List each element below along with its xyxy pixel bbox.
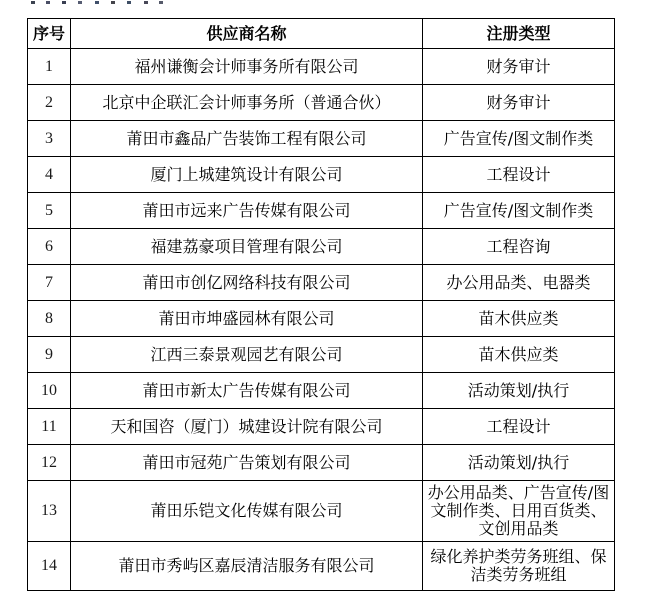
serial-cell: 3 <box>28 121 71 157</box>
serial-cell: 8 <box>28 301 71 337</box>
table-row <box>28 409 615 445</box>
serial-cell: 4 <box>28 157 71 193</box>
type-cell: 财务审计 <box>423 49 615 85</box>
table-row <box>28 265 615 301</box>
serial-cell: 7 <box>28 265 71 301</box>
supplier-cell: 福州谦衡会计师事务所有限公司 <box>71 49 423 85</box>
serial-cell: 14 <box>28 542 71 591</box>
table-row <box>28 193 615 229</box>
type-cell: 苗木供应类 <box>423 301 615 337</box>
type-cell: 活动策划/执行 <box>423 445 615 481</box>
type-cell: 办公用品类、广告宣传/图文制作类、日用百货类、文创用品类 <box>423 481 615 542</box>
serial-cell: 12 <box>28 445 71 481</box>
serial-cell: 11 <box>28 409 71 445</box>
type-cell: 活动策划/执行 <box>423 373 615 409</box>
type-cell: 绿化养护类劳务班组、保洁类劳务班组 <box>423 542 615 591</box>
supplier-cell: 莆田市远来广告传媒有限公司 <box>71 193 423 229</box>
table-row <box>28 229 615 265</box>
header-serial: 序号 <box>28 19 71 49</box>
supplier-cell: 莆田乐铠文化传媒有限公司 <box>71 481 423 542</box>
supplier-cell: 厦门上城建筑设计有限公司 <box>71 157 423 193</box>
serial-cell: 1 <box>28 49 71 85</box>
supplier-cell: 莆田市鑫品广告装饰工程有限公司 <box>71 121 423 157</box>
type-cell: 工程设计 <box>423 157 615 193</box>
serial-cell: 10 <box>28 373 71 409</box>
supplier-cell: 莆田市秀屿区嘉辰清洁服务有限公司 <box>71 542 423 591</box>
type-cell: 广告宣传/图文制作类 <box>423 121 615 157</box>
supplier-cell: 莆田市创亿网络科技有限公司 <box>71 265 423 301</box>
table-row <box>28 49 615 85</box>
table-row <box>28 481 615 542</box>
header-supplier: 供应商名称 <box>71 19 423 49</box>
supplier-cell: 福建荔豪项目管理有限公司 <box>71 229 423 265</box>
clipped-text-fragment <box>31 1 35 4</box>
type-cell: 广告宣传/图文制作类 <box>423 193 615 229</box>
serial-cell: 2 <box>28 85 71 121</box>
table-row <box>28 373 615 409</box>
type-cell: 苗木供应类 <box>423 337 615 373</box>
type-cell: 工程设计 <box>423 409 615 445</box>
supplier-cell: 莆田市冠苑广告策划有限公司 <box>71 445 423 481</box>
table-row <box>28 157 615 193</box>
type-cell: 办公用品类、电器类 <box>423 265 615 301</box>
table-row <box>28 445 615 481</box>
table-header-row <box>28 19 615 49</box>
table-row <box>28 301 615 337</box>
supplier-cell: 江西三泰景观园艺有限公司 <box>71 337 423 373</box>
supplier-cell: 莆田市坤盛园林有限公司 <box>71 301 423 337</box>
table-row <box>28 121 615 157</box>
serial-cell: 5 <box>28 193 71 229</box>
serial-cell: 6 <box>28 229 71 265</box>
supplier-cell: 北京中企联汇会计师事务所（普通合伙） <box>71 85 423 121</box>
supplier-registration-table <box>27 18 615 591</box>
table-row <box>28 542 615 591</box>
serial-cell: 9 <box>28 337 71 373</box>
type-cell: 工程咨询 <box>423 229 615 265</box>
header-type: 注册类型 <box>423 19 615 49</box>
table-row <box>28 85 615 121</box>
type-cell: 财务审计 <box>423 85 615 121</box>
supplier-cell: 天和国咨（厦门）城建设计院有限公司 <box>71 409 423 445</box>
serial-cell: 13 <box>28 481 71 542</box>
supplier-cell: 莆田市新太广告传媒有限公司 <box>71 373 423 409</box>
table-row <box>28 337 615 373</box>
